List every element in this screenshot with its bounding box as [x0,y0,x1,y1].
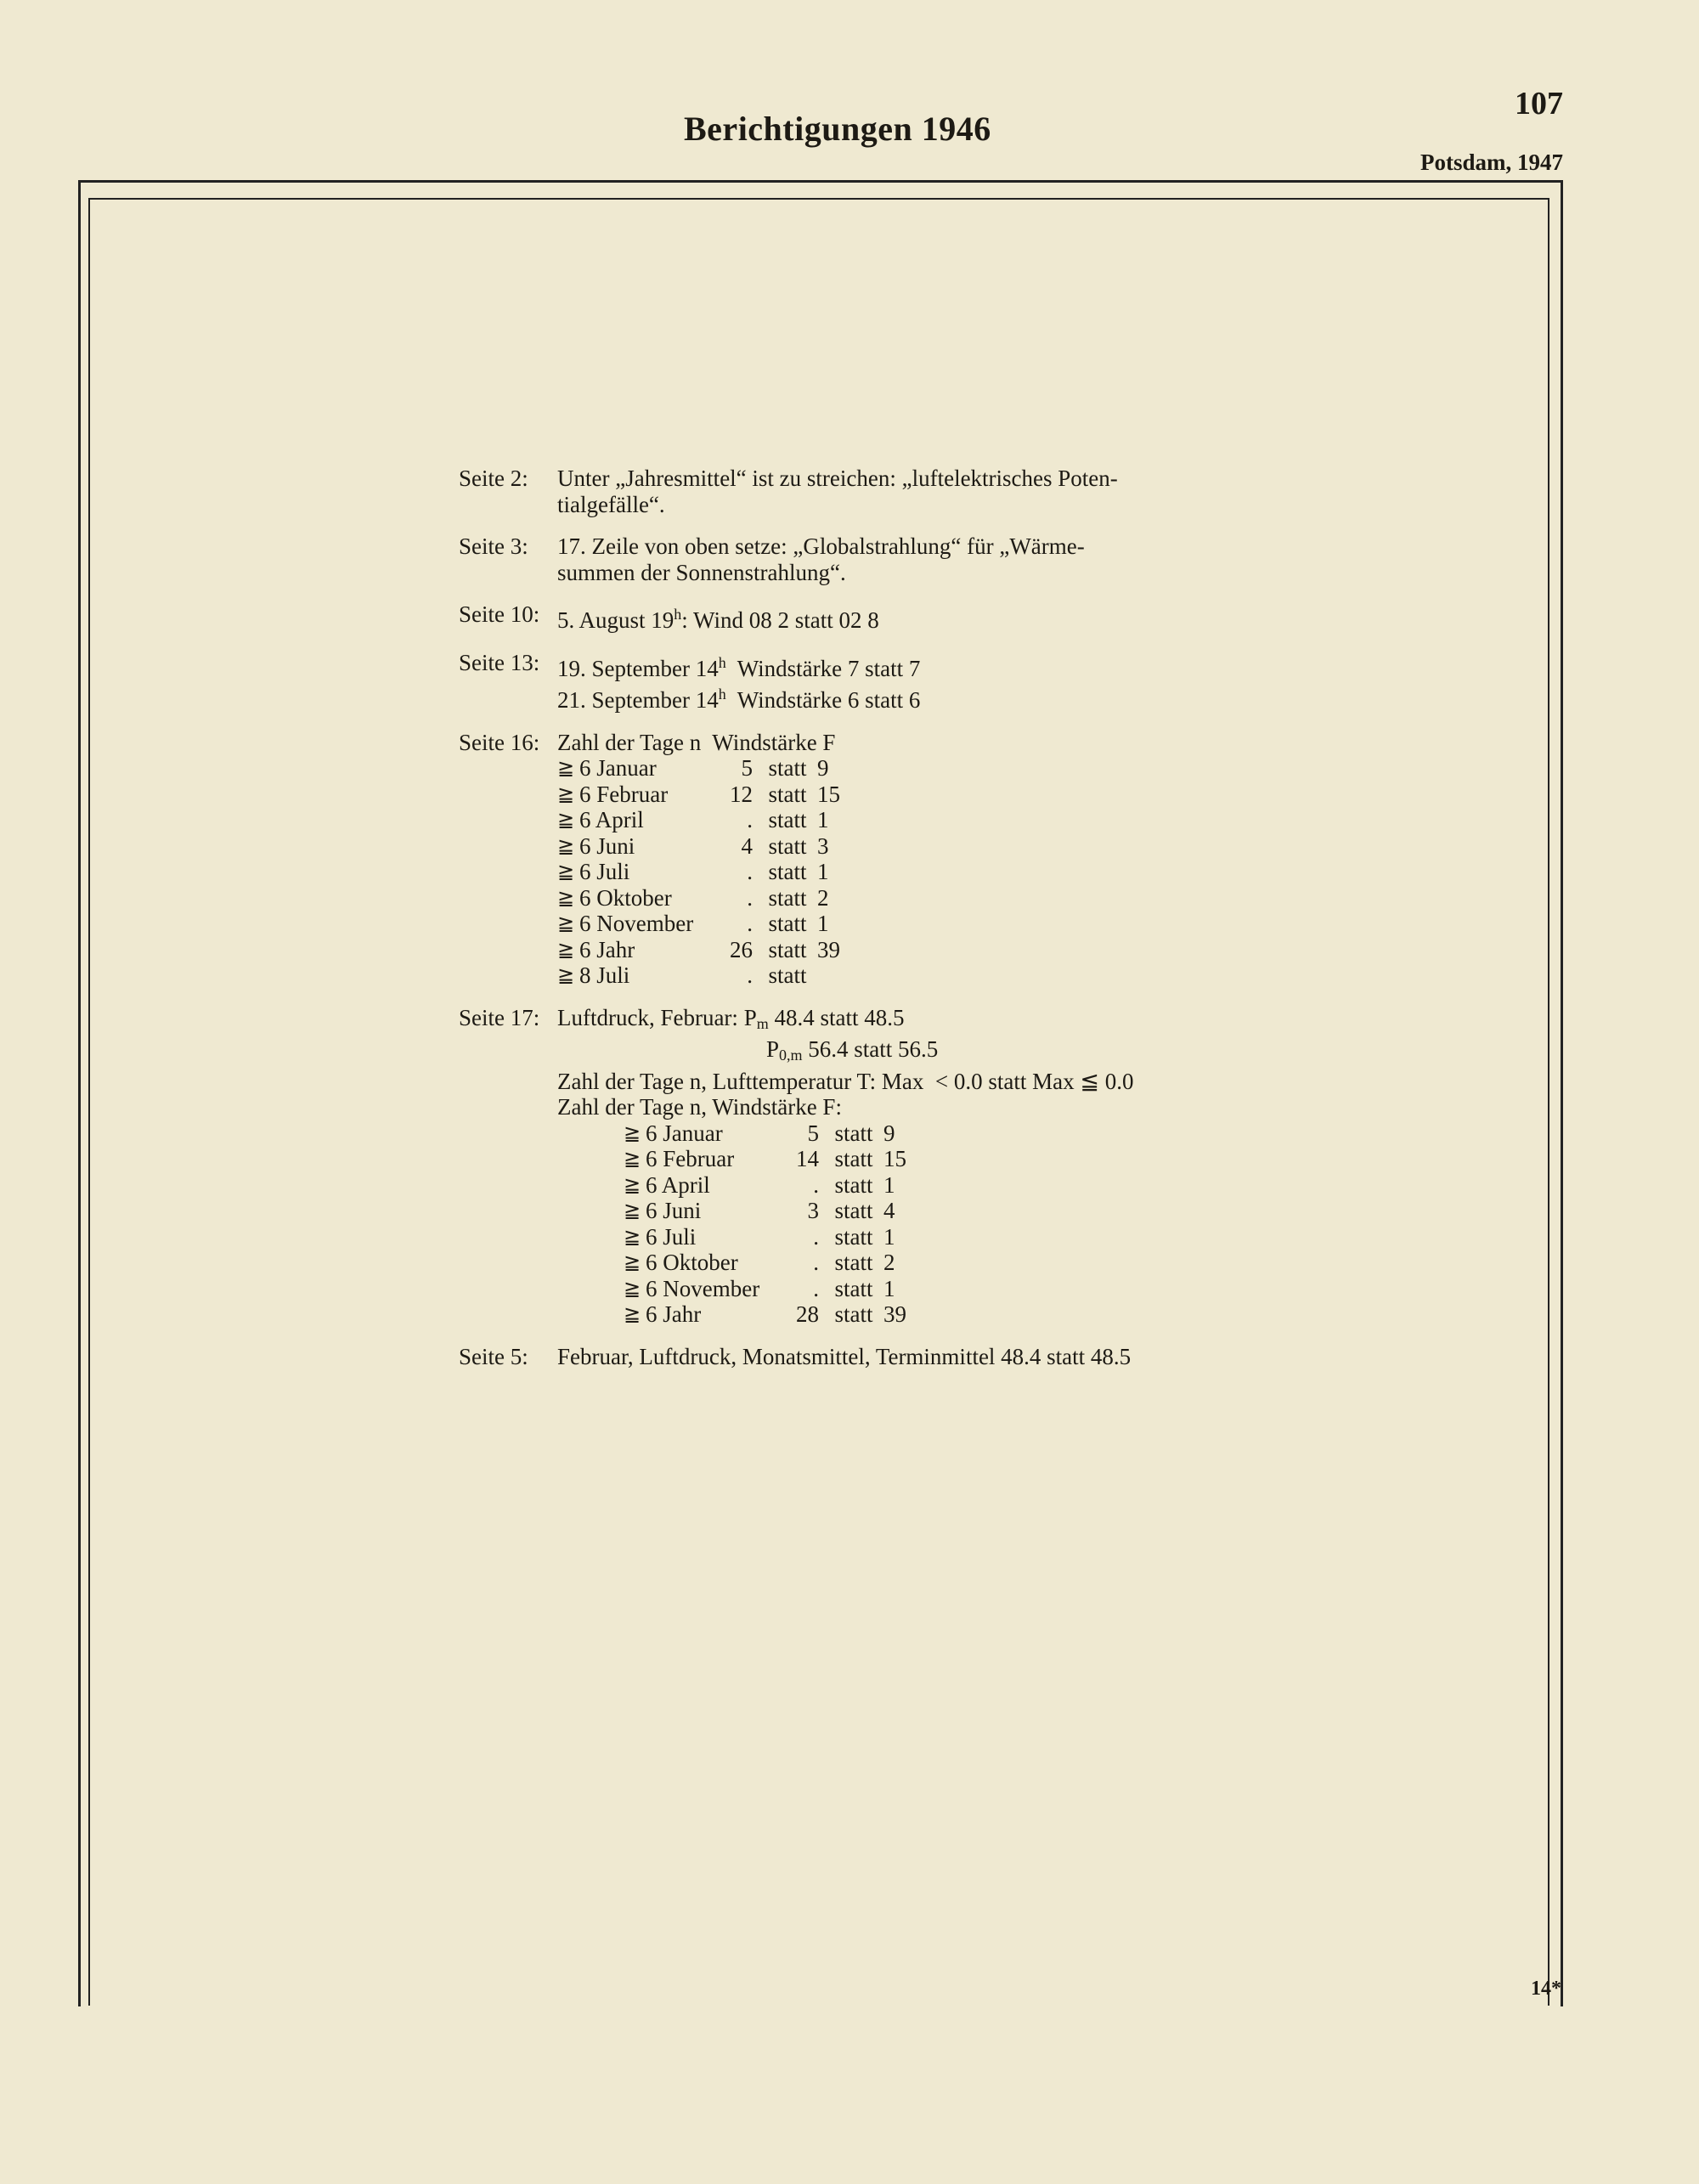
wind-days-table-seite-16 [557,755,851,989]
month-label: Juli [596,859,630,884]
old-value: 1 [883,1223,895,1250]
table-cell-threshold-month [579,859,724,885]
table-cell-threshold-month [646,1146,790,1172]
month-label: Februar [663,1146,735,1171]
ge-symbol: ≧ [624,1120,641,1145]
superscript: h [718,686,726,703]
month-label: Oktober [596,884,672,911]
table-heading: Zahl der Tage n Windstärke F [557,729,836,755]
ge-symbol: ≧ [624,1276,641,1301]
old-value: 1 [817,807,829,832]
month-label: Jahr [596,936,635,962]
old-value: 3 [817,832,829,859]
page-ref: Seite 16: [459,729,540,755]
old-value: 15 [817,781,840,807]
threshold-value: 6 [646,1198,658,1223]
ge-symbol: ≧ [624,1250,641,1274]
frame-border-top-inner [88,198,1549,200]
entry-line [557,681,920,714]
ge-symbol: ≧ [624,1199,641,1222]
month-label: April [661,1171,710,1198]
ge-symbol: ≧ [557,782,575,806]
old-value: 1 [817,859,829,884]
entry-line: Februar, Luftdruck, Monatsmittel, Terminmittel 48.4 statt 48.5 [557,1343,1132,1369]
ge-symbol: ≧ [624,1147,641,1171]
page-number: 107 [1515,86,1563,121]
frame-border-top-outer [78,180,1561,183]
statt-label: statt [768,781,807,807]
old-value: 1 [883,1171,895,1198]
new-value: 26 [730,936,753,962]
statt-label: statt [834,1301,873,1327]
month-label: Juni [663,1198,702,1223]
month-label: Juli [596,962,630,988]
place-year: Potsdam, 1947 [1420,150,1563,175]
old-value: 39 [817,936,840,962]
table-cell-threshold-month [579,782,724,808]
threshold-value: 6 [579,859,591,884]
statt-label: statt [834,1171,873,1198]
ge-symbol: ≧ [624,1302,641,1326]
table-cell-threshold-month [579,807,724,833]
entry-seite-13 [459,650,1223,714]
old-value: 9 [883,1120,895,1146]
old-value: 1 [883,1275,895,1301]
threshold-value: 6 [646,1171,658,1198]
text-fragment: 5. August 19 [557,607,675,633]
old-value: 39 [883,1301,906,1327]
statt-label: statt [768,884,807,911]
new-value: . [747,807,753,832]
ge-symbol: ≧ [557,963,575,987]
new-value: . [813,1250,819,1275]
new-value: . [813,1275,819,1301]
entry-seite-3 [459,533,1223,585]
page-ref: Seite 17: [459,1004,540,1030]
text-fragment: Luftdruck, Februar: [557,1004,744,1030]
subscript: 0,m [779,1047,803,1064]
threshold-value: 6 [646,1275,658,1301]
page-title: Berichtigungen 1946 [684,110,991,148]
table-cell-threshold-month [579,937,724,963]
table-cell-threshold-month [646,1224,790,1250]
wind-days-table-seite-17 [624,1120,1223,1328]
statt-label: statt [834,1198,873,1223]
table-cell-threshold-month [646,1198,790,1224]
threshold-value: 6 [579,884,591,911]
superscript: h [718,653,726,671]
ge-symbol: ≧ [557,833,575,858]
new-value: 5 [741,755,753,781]
month-label: April [595,807,644,832]
month-label: November [663,1275,760,1301]
threshold-value: 6 [646,1120,658,1146]
statt-label: statt [834,1275,873,1301]
old-value: 4 [883,1198,895,1223]
text-fragment: Windstärke 7 statt 7 [725,655,921,681]
statt-label: statt [768,859,807,884]
entry-line [557,1005,938,1037]
statt-label: statt [768,936,807,962]
new-value: . [813,1223,819,1250]
symbol-p: P [743,1004,757,1030]
old-value: 1 [817,911,829,936]
new-value: 5 [807,1120,819,1146]
threshold-value: 6 [646,1223,658,1250]
new-value: 3 [807,1198,819,1223]
month-label: Jahr [663,1301,702,1327]
new-value: . [813,1171,819,1198]
table-cell-threshold-month [646,1276,790,1302]
new-value: 4 [741,832,753,859]
threshold-value: 6 [579,781,591,807]
wind-days-table-wrapper [459,1120,1223,1328]
table-cell-threshold-month [579,885,724,911]
entry-line: Zahl der Tage n, Windstärke F: [557,1094,842,1120]
statt-label: statt [834,1223,873,1250]
text-fragment: 56.4 statt 56.5 [802,1036,939,1062]
new-value: . [747,962,753,988]
entry-line: Unter „Jahresmittel“ ist zu streichen: „luftelektrisches Poten- [557,466,1118,491]
month-label: Februar [596,781,669,807]
old-value: 2 [817,884,829,911]
old-value: 2 [883,1250,895,1275]
page-ref: Seite 13: [459,649,540,675]
entry-line: 17. Zeile von oben setze: „Globalstrahlung“ für „Wärme- [557,533,1085,559]
month-label: Juli [663,1223,697,1250]
page-ref: Seite 2: [459,466,528,491]
table-cell-threshold-month [646,1120,790,1147]
table-cell-threshold-month [579,755,724,782]
statt-label: statt [834,1146,873,1171]
ge-symbol: ≧ [624,1224,641,1249]
month-label: Oktober [663,1250,738,1275]
threshold-value: 6 [579,936,591,962]
new-value: 28 [796,1301,819,1327]
table-cell-threshold-month [579,911,724,937]
entry-seite-17 [459,1005,1223,1069]
old-value: 15 [883,1146,906,1171]
new-value: 12 [730,781,753,807]
threshold-value: 6 [646,1301,658,1327]
new-value: 14 [796,1146,819,1171]
ge-symbol: ≧ [557,808,575,832]
statt-label: statt [768,962,807,988]
frame-border-right-inner [1548,198,1549,2006]
corrections-list [459,466,1223,1369]
text-fragment: 48.4 statt 48.5 [768,1004,905,1030]
month-label: Januar [663,1120,723,1146]
statt-label: statt [834,1250,873,1275]
statt-label: statt [834,1120,873,1146]
ge-symbol: ≧ [557,860,575,883]
month-label: Juni [596,832,635,859]
subscript: m [756,1014,769,1032]
statt-label: statt [768,807,807,832]
table-cell-threshold-month [646,1301,790,1328]
entry-line: tialgefälle“. [557,491,665,517]
signature-mark: 14* [1531,1978,1561,2000]
symbol-p: P [766,1036,780,1062]
entry-seite-2 [459,466,1223,517]
text-fragment: Windstärke 6 statt 6 [725,687,921,713]
ge-symbol: ≧ [557,756,575,780]
entry-line: Zahl der Tage n, Lufttemperatur T: Max < 0.0 statt Max ≦ 0.0 [557,1068,1134,1094]
month-label: November [596,911,694,936]
entry-seite-16 [459,730,1223,989]
threshold-value: 6 [646,1250,658,1275]
table-cell-threshold-month [579,833,724,860]
ge-symbol: ≧ [557,937,575,962]
entry-line [557,1036,938,1069]
text-fragment: 21. September 14 [557,687,719,713]
old-value: 9 [817,755,829,781]
table-cell-threshold-month [646,1250,790,1276]
threshold-value: 8 [579,962,591,988]
statt-label: statt [768,755,807,781]
ge-symbol: ≧ [624,1172,641,1197]
table-cell-threshold-month [579,962,724,989]
ge-symbol: ≧ [557,911,575,935]
entry-seite-10 [459,601,1223,634]
superscript: h [674,606,682,623]
frame-border-left-inner [88,198,90,2006]
threshold-value: 6 [579,807,591,832]
page-ref: Seite 3: [459,533,528,559]
old-value [817,962,851,989]
new-value: . [747,884,753,911]
statt-label: statt [768,911,807,936]
page-ref: Seite 10: [459,601,540,627]
threshold-value: 6 [579,832,591,859]
statt-label: statt [768,832,807,859]
month-label: Januar [596,755,657,781]
threshold-value: 6 [579,911,591,936]
threshold-value: 6 [579,755,591,781]
table-cell-threshold-month [646,1172,790,1199]
entry-line [557,601,879,634]
new-value: . [747,911,753,936]
entry-seite-5 [459,1344,1223,1370]
frame-border-right-outer [1561,180,1563,2006]
text-fragment: : Wind 08 2 statt 02 8 [681,607,879,633]
frame-border-left-outer [78,180,81,2006]
entry-line: summen der Sonnenstrahlung“. [557,559,846,585]
threshold-value: 6 [646,1146,658,1171]
page-ref: Seite 5: [459,1343,528,1369]
ge-symbol: ≧ [557,885,575,910]
new-value: . [747,859,753,884]
text-fragment: 19. September 14 [557,655,719,681]
entry-line [557,650,920,682]
